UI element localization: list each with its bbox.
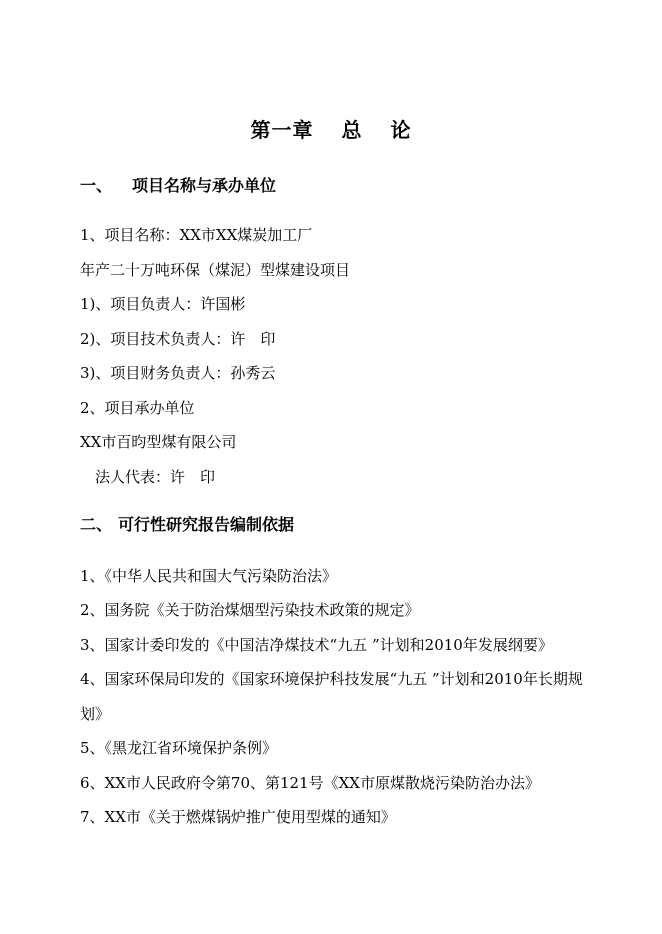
chapter-title (0, 116, 662, 144)
section-heading-1 (80, 175, 276, 197)
paragraph-line: 1、《中华人民共和国大气污染防治法》 (80, 567, 338, 585)
paragraph-line: 5、《黑龙江省环境保护条例》 (80, 739, 278, 757)
paragraph-line: 6、XX市人民政府令第70、第121号《XX市原煤散烧污染防治办法》 (80, 774, 540, 792)
paragraph-line: 2)、项目技术负责人：许 印 (80, 330, 276, 348)
section-number: 一、 (80, 176, 113, 195)
chapter-label: 第一章 (250, 118, 314, 142)
section-number: 二、 (80, 515, 113, 534)
section-title: 项目名称与承办单位 (132, 176, 277, 195)
paragraph-line: 4、国家环保局印发的《国家环境保护科技发展“九五 ”计划和2010年长期规 (80, 670, 583, 688)
chapter-title-part1: 总 (341, 118, 363, 142)
paragraph-line: 2、项目承办单位 (80, 399, 195, 417)
paragraph-line: 2、国务院《关于防治煤烟型污染技术政策的规定》 (80, 601, 420, 619)
paragraph-line: XX市百昀型煤有限公司 (80, 433, 237, 451)
paragraph-line: 7、XX市《关于燃煤锅炉推广使用型煤的通知》 (80, 808, 396, 826)
paragraph-line: 划》 (80, 705, 111, 723)
paragraph-line: 3、国家计委印发的《中国洁净煤技术“九五 ”计划和2010年发展纲要》 (80, 636, 553, 654)
paragraph-line: 3)、项目财务负责人：孙秀云 (80, 364, 276, 382)
paragraph-line: 1)、项目负责人：许国彬 (80, 295, 246, 313)
chapter-title-part2: 论 (390, 118, 412, 142)
paragraph-line: 法人代表：许 印 (95, 468, 216, 486)
section-title: 可行性研究报告编制依据 (118, 515, 295, 534)
paragraph-line: 年产二十万吨环保（煤泥）型煤建设项目 (80, 261, 351, 279)
section-heading-2 (80, 514, 294, 536)
paragraph-line: 1、项目名称：XX市XX煤炭加工厂 (80, 226, 313, 244)
